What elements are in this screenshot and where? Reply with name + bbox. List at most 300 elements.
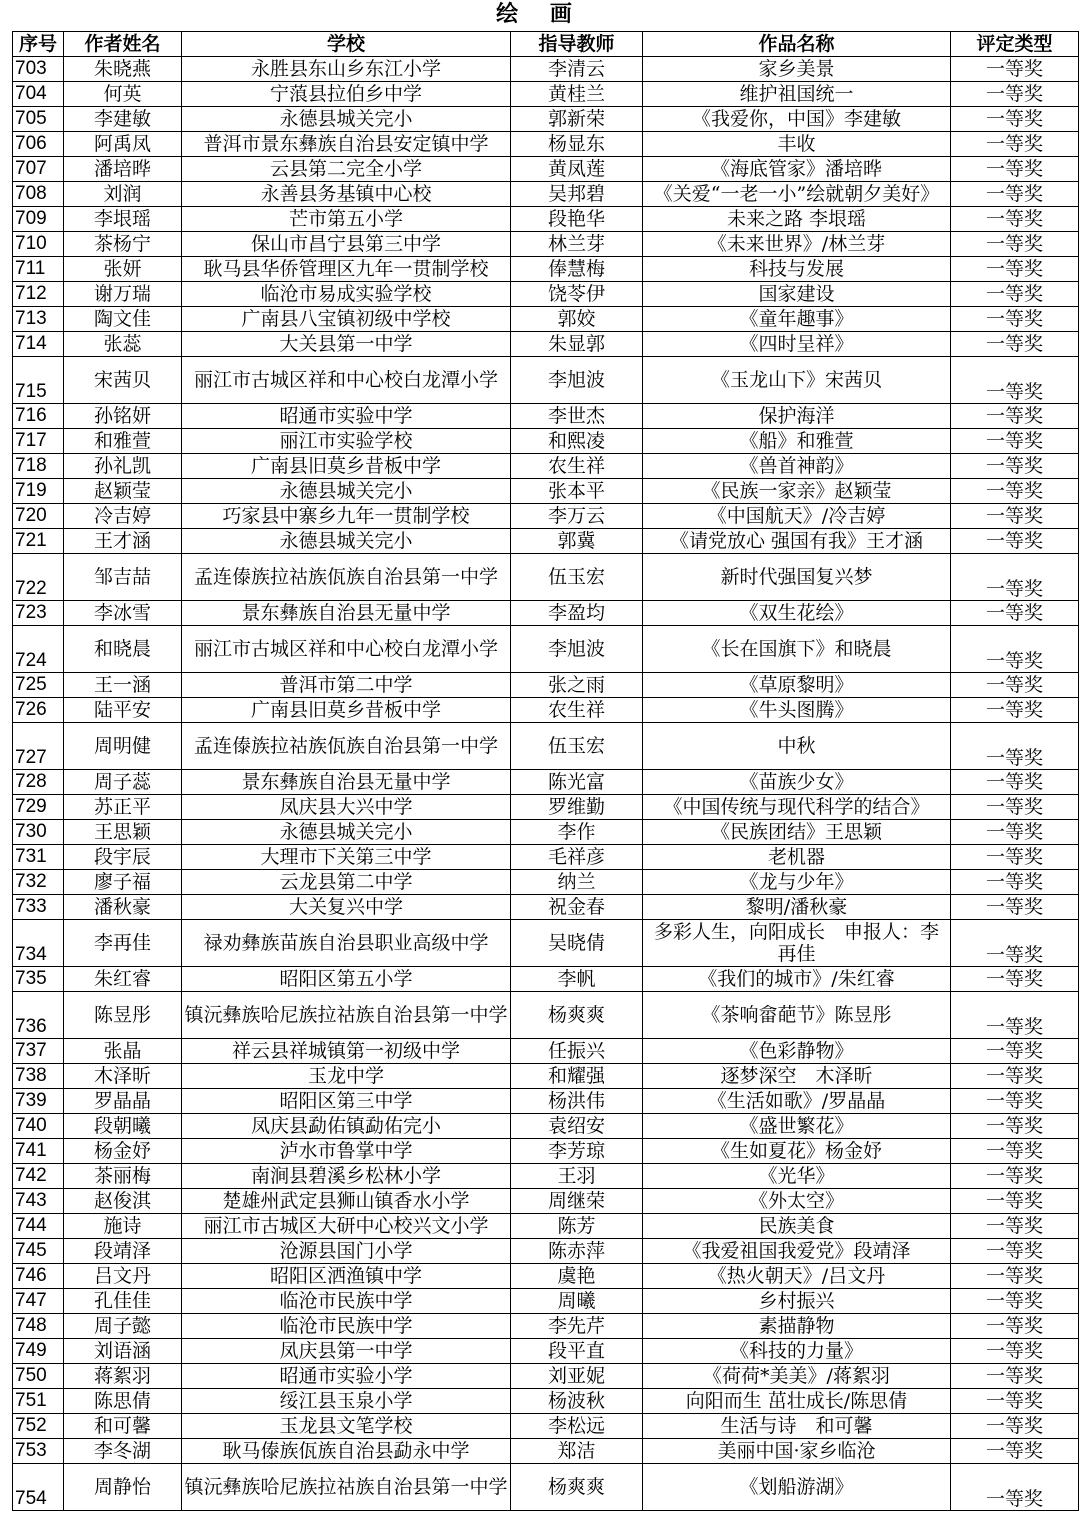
header-teacher: 指导教师 (511, 32, 643, 57)
table-header-row (13, 32, 1079, 57)
teacher-name: 袁绍安 (511, 1114, 643, 1139)
author-name: 王才涵 (64, 529, 182, 554)
work-title: 丰收 (643, 132, 951, 157)
work-title: 《我爱你，中国》李建敏 (643, 107, 951, 132)
school-name: 丽江市古城区祥和中心校白龙潭小学 (182, 626, 511, 673)
row-number: 731 (13, 845, 64, 870)
row-number: 750 (13, 1364, 64, 1389)
award-type: 一等奖 (951, 404, 1079, 429)
row-number: 736 (13, 992, 64, 1039)
teacher-name: 张本平 (511, 479, 643, 504)
row-number: 719 (13, 479, 64, 504)
row-number: 740 (13, 1114, 64, 1139)
school-name: 广南县旧莫乡昔板中学 (182, 698, 511, 723)
teacher-name: 李万云 (511, 504, 643, 529)
teacher-name: 李盈均 (511, 601, 643, 626)
award-type: 一等奖 (951, 1289, 1079, 1314)
work-title: 保护海洋 (643, 404, 951, 429)
teacher-name: 伍玉宏 (511, 723, 643, 770)
author-name: 和可馨 (64, 1414, 182, 1439)
row-number: 753 (13, 1439, 64, 1464)
award-type: 一等奖 (951, 554, 1079, 601)
author-name: 施诗 (64, 1214, 182, 1239)
work-title: 新时代强国复兴梦 (643, 554, 951, 601)
table-row (13, 207, 1079, 232)
author-name: 张蕊 (64, 332, 182, 357)
work-title: 《海底管家》潘培晔 (643, 157, 951, 182)
row-number: 734 (13, 920, 64, 967)
school-name: 昭通市实验中学 (182, 404, 511, 429)
award-type: 一等奖 (951, 132, 1079, 157)
table-row (13, 820, 1079, 845)
author-name: 李垠瑶 (64, 207, 182, 232)
teacher-name: 王羽 (511, 1164, 643, 1189)
award-type: 一等奖 (951, 1089, 1079, 1114)
row-number: 751 (13, 1389, 64, 1414)
table-row (13, 1414, 1079, 1439)
school-name: 玉龙县文笔学校 (182, 1414, 511, 1439)
award-type: 一等奖 (951, 1064, 1079, 1089)
award-type: 一等奖 (951, 1239, 1079, 1264)
school-name: 广南县八宝镇初级中学校 (182, 307, 511, 332)
table-row (13, 1039, 1079, 1064)
award-type: 一等奖 (951, 1264, 1079, 1289)
teacher-name: 李松远 (511, 1414, 643, 1439)
school-name: 楚雄州武定县狮山镇香水小学 (182, 1189, 511, 1214)
table-row (13, 429, 1079, 454)
row-number: 707 (13, 157, 64, 182)
award-type: 一等奖 (951, 1414, 1079, 1439)
row-number: 752 (13, 1414, 64, 1439)
teacher-name: 李先芹 (511, 1314, 643, 1339)
award-type: 一等奖 (951, 257, 1079, 282)
teacher-name: 俸慧梅 (511, 257, 643, 282)
award-type: 一等奖 (951, 82, 1079, 107)
row-number: 717 (13, 429, 64, 454)
table-row (13, 1139, 1079, 1164)
row-number: 741 (13, 1139, 64, 1164)
author-name: 段靖泽 (64, 1239, 182, 1264)
author-name: 陈昱彤 (64, 992, 182, 1039)
teacher-name: 毛祥彦 (511, 845, 643, 870)
table-row (13, 332, 1079, 357)
row-number: 722 (13, 554, 64, 601)
teacher-name: 陈赤萍 (511, 1239, 643, 1264)
row-number: 703 (13, 57, 64, 82)
award-type: 一等奖 (951, 307, 1079, 332)
table-row (13, 232, 1079, 257)
work-title: 向阳而生 茁壮成长/陈思倩 (643, 1389, 951, 1414)
teacher-name: 黄凤莲 (511, 157, 643, 182)
school-name: 宁蒗县拉伯乡中学 (182, 82, 511, 107)
teacher-name: 李芳琼 (511, 1139, 643, 1164)
table-row (13, 157, 1079, 182)
school-name: 昭通市实验小学 (182, 1364, 511, 1389)
work-title: 科技与发展 (643, 257, 951, 282)
work-title: 《龙与少年》 (643, 870, 951, 895)
author-name: 段朝曦 (64, 1114, 182, 1139)
school-name: 昭阳区洒渔镇中学 (182, 1264, 511, 1289)
award-type: 一等奖 (951, 332, 1079, 357)
work-title: 《热火朝天》/吕文丹 (643, 1264, 951, 1289)
school-name: 景东彝族自治县无量中学 (182, 770, 511, 795)
work-title: 《牛头图腾》 (643, 698, 951, 723)
teacher-name: 黄桂兰 (511, 82, 643, 107)
row-number: 706 (13, 132, 64, 157)
award-type: 一等奖 (951, 870, 1079, 895)
teacher-name: 伍玉宏 (511, 554, 643, 601)
teacher-name: 郑洁 (511, 1439, 643, 1464)
work-title: 《双生花绘》 (643, 601, 951, 626)
teacher-name: 段平直 (511, 1339, 643, 1364)
table-body (13, 57, 1079, 1511)
school-name: 云龙县第二中学 (182, 870, 511, 895)
author-name: 周明健 (64, 723, 182, 770)
teacher-name: 李帆 (511, 967, 643, 992)
author-name: 周静怡 (64, 1464, 182, 1511)
school-name: 孟连傣族拉祜族佤族自治县第一中学 (182, 723, 511, 770)
work-title: 民族美食 (643, 1214, 951, 1239)
work-title: 《荷荷*美美》/蒋絮羽 (643, 1364, 951, 1389)
school-name: 凤庆县第一中学 (182, 1339, 511, 1364)
award-type: 一等奖 (951, 357, 1079, 404)
row-number: 711 (13, 257, 64, 282)
school-name: 永德县城关完小 (182, 529, 511, 554)
award-type: 一等奖 (951, 182, 1079, 207)
author-name: 木泽昕 (64, 1064, 182, 1089)
teacher-name: 和耀强 (511, 1064, 643, 1089)
row-number: 715 (13, 357, 64, 404)
work-title: 《生活如歌》/罗晶晶 (643, 1089, 951, 1114)
work-title: 《民族团结》王思颖 (643, 820, 951, 845)
row-number: 739 (13, 1089, 64, 1114)
table-row (13, 601, 1079, 626)
work-title: 《外太空》 (643, 1189, 951, 1214)
row-number: 748 (13, 1314, 64, 1339)
school-name: 临沧市民族中学 (182, 1289, 511, 1314)
table-row (13, 454, 1079, 479)
author-name: 谢万瑞 (64, 282, 182, 307)
author-name: 朱红睿 (64, 967, 182, 992)
school-name: 永胜县东山乡东江小学 (182, 57, 511, 82)
teacher-name: 李世杰 (511, 404, 643, 429)
award-type: 一等奖 (951, 698, 1079, 723)
award-type: 一等奖 (951, 429, 1079, 454)
teacher-name: 陈光富 (511, 770, 643, 795)
author-name: 周子懿 (64, 1314, 182, 1339)
table-row (13, 1239, 1079, 1264)
work-title: 《船》和雅萱 (643, 429, 951, 454)
table-row (13, 626, 1079, 673)
award-type: 一等奖 (951, 1114, 1079, 1139)
school-name: 凤庆县勐佑镇勐佑完小 (182, 1114, 511, 1139)
work-title: 《未来世界》/林兰芽 (643, 232, 951, 257)
row-number: 709 (13, 207, 64, 232)
author-name: 王一涵 (64, 673, 182, 698)
school-name: 南涧县碧溪乡松林小学 (182, 1164, 511, 1189)
work-title: 乡村振兴 (643, 1289, 951, 1314)
award-type: 一等奖 (951, 920, 1079, 967)
school-name: 云县第二完全小学 (182, 157, 511, 182)
table-row (13, 1314, 1079, 1339)
row-number: 747 (13, 1289, 64, 1314)
table-row (13, 723, 1079, 770)
author-name: 李再佳 (64, 920, 182, 967)
teacher-name: 任振兴 (511, 1039, 643, 1064)
teacher-name: 郭新荣 (511, 107, 643, 132)
teacher-name: 虞艳 (511, 1264, 643, 1289)
row-number: 712 (13, 282, 64, 307)
award-type: 一等奖 (951, 282, 1079, 307)
author-name: 周子蕊 (64, 770, 182, 795)
author-name: 潘培晔 (64, 157, 182, 182)
teacher-name: 纳兰 (511, 870, 643, 895)
author-name: 王思颖 (64, 820, 182, 845)
table-row (13, 1089, 1079, 1114)
school-name: 大关县第一中学 (182, 332, 511, 357)
table-row (13, 1464, 1079, 1511)
author-name: 赵俊淇 (64, 1189, 182, 1214)
school-name: 丽江市古城区大研中心校兴文小学 (182, 1214, 511, 1239)
table-row (13, 529, 1079, 554)
work-title: 维护祖国统一 (643, 82, 951, 107)
school-name: 耿马傣族佤族自治县勐永中学 (182, 1439, 511, 1464)
teacher-name: 陈芳 (511, 1214, 643, 1239)
work-title: 《草原黎明》 (643, 673, 951, 698)
award-type: 一等奖 (951, 895, 1079, 920)
school-name: 永德县城关完小 (182, 479, 511, 504)
award-type: 一等奖 (951, 504, 1079, 529)
author-name: 赵颖莹 (64, 479, 182, 504)
awards-table (12, 31, 1079, 1511)
row-number: 732 (13, 870, 64, 895)
teacher-name: 和熙凌 (511, 429, 643, 454)
row-number: 723 (13, 601, 64, 626)
table-row (13, 479, 1079, 504)
teacher-name: 农生祥 (511, 698, 643, 723)
work-title: 《茶响畲葩节》陈昱彤 (643, 992, 951, 1039)
school-name: 保山市昌宁县第三中学 (182, 232, 511, 257)
row-number: 754 (13, 1464, 64, 1511)
author-name: 阿禹凤 (64, 132, 182, 157)
award-type: 一等奖 (951, 723, 1079, 770)
work-title: 《中国航天》/冷吉婷 (643, 504, 951, 529)
work-title: 逐梦深空 木泽昕 (643, 1064, 951, 1089)
table-row (13, 1214, 1079, 1239)
school-name: 绥江县玉泉小学 (182, 1389, 511, 1414)
work-title: 《玉龙山下》宋茜贝 (643, 357, 951, 404)
school-name: 镇沅彝族哈尼族拉祜族自治县第一中学 (182, 1464, 511, 1511)
table-row (13, 132, 1079, 157)
school-name: 孟连傣族拉祜族佤族自治县第一中学 (182, 554, 511, 601)
row-number: 721 (13, 529, 64, 554)
row-number: 749 (13, 1339, 64, 1364)
table-row (13, 698, 1079, 723)
table-row (13, 920, 1079, 967)
table-row (13, 673, 1079, 698)
teacher-name: 周曦 (511, 1289, 643, 1314)
header-work-title: 作品名称 (643, 32, 951, 57)
work-title: 《四时呈祥》 (643, 332, 951, 357)
teacher-name: 林兰芽 (511, 232, 643, 257)
work-title: 《关爱“一老一小”绘就朝夕美好》 (643, 182, 951, 207)
work-title: 《生如夏花》杨金妤 (643, 1139, 951, 1164)
row-number: 710 (13, 232, 64, 257)
table-row (13, 1064, 1079, 1089)
award-type: 一等奖 (951, 1314, 1079, 1339)
header-number: 序号 (13, 32, 64, 57)
row-number: 720 (13, 504, 64, 529)
school-name: 镇沅彝族哈尼族拉祜族自治县第一中学 (182, 992, 511, 1039)
school-name: 昭阳区第五小学 (182, 967, 511, 992)
teacher-name: 郭冀 (511, 529, 643, 554)
table-row (13, 554, 1079, 601)
school-name: 禄劝彝族苗族自治县职业高级中学 (182, 920, 511, 967)
author-name: 罗晶晶 (64, 1089, 182, 1114)
author-name: 邹吉喆 (64, 554, 182, 601)
author-name: 刘润 (64, 182, 182, 207)
row-number: 726 (13, 698, 64, 723)
school-name: 大关复兴中学 (182, 895, 511, 920)
row-number: 714 (13, 332, 64, 357)
author-name: 陶文佳 (64, 307, 182, 332)
work-title: 中秋 (643, 723, 951, 770)
row-number: 730 (13, 820, 64, 845)
work-title: 黎明/潘秋豪 (643, 895, 951, 920)
work-title: 《色彩静物》 (643, 1039, 951, 1064)
work-title: 未来之路 李垠瑶 (643, 207, 951, 232)
award-type: 一等奖 (951, 57, 1079, 82)
table-row (13, 895, 1079, 920)
table-row (13, 1339, 1079, 1364)
work-title: 《我们的城市》/朱红睿 (643, 967, 951, 992)
award-type: 一等奖 (951, 1139, 1079, 1164)
work-title: 《苗族少女》 (643, 770, 951, 795)
author-name: 李冰雪 (64, 601, 182, 626)
author-name: 和晓晨 (64, 626, 182, 673)
author-name: 孙礼凯 (64, 454, 182, 479)
author-name: 和雅萱 (64, 429, 182, 454)
work-title: 《盛世繁花》 (643, 1114, 951, 1139)
teacher-name: 周继荣 (511, 1189, 643, 1214)
school-name: 景东彝族自治县无量中学 (182, 601, 511, 626)
author-name: 朱晓燕 (64, 57, 182, 82)
award-type: 一等奖 (951, 1364, 1079, 1389)
header-school: 学校 (182, 32, 511, 57)
table-row (13, 404, 1079, 429)
school-name: 祥云县祥城镇第一初级中学 (182, 1039, 511, 1064)
teacher-name: 杨爽爽 (511, 1464, 643, 1511)
work-title: 《兽首神韵》 (643, 454, 951, 479)
row-number: 738 (13, 1064, 64, 1089)
teacher-name: 杨爽爽 (511, 992, 643, 1039)
table-row (13, 770, 1079, 795)
work-title: 《民族一家亲》赵颖莹 (643, 479, 951, 504)
header-author: 作者姓名 (64, 32, 182, 57)
teacher-name: 李清云 (511, 57, 643, 82)
table-row (13, 257, 1079, 282)
school-name: 普洱市第二中学 (182, 673, 511, 698)
school-name: 芒市第五小学 (182, 207, 511, 232)
school-name: 昭阳区第三中学 (182, 1089, 511, 1114)
school-name: 永德县城关完小 (182, 820, 511, 845)
school-name: 巧家县中寨乡九年一贯制学校 (182, 504, 511, 529)
table-row (13, 504, 1079, 529)
award-type: 一等奖 (951, 1214, 1079, 1239)
table-row (13, 1364, 1079, 1389)
school-name: 永善县务基镇中心校 (182, 182, 511, 207)
row-number: 718 (13, 454, 64, 479)
row-number: 743 (13, 1189, 64, 1214)
school-name: 玉龙中学 (182, 1064, 511, 1089)
table-row (13, 1114, 1079, 1139)
work-title: 国家建设 (643, 282, 951, 307)
work-title: 生活与诗 和可馨 (643, 1414, 951, 1439)
award-type: 一等奖 (951, 454, 1079, 479)
table-row (13, 182, 1079, 207)
table-row (13, 282, 1079, 307)
row-number: 737 (13, 1039, 64, 1064)
row-number: 745 (13, 1239, 64, 1264)
work-title: 《童年趣事》 (643, 307, 951, 332)
row-number: 713 (13, 307, 64, 332)
teacher-name: 杨波秋 (511, 1389, 643, 1414)
row-number: 735 (13, 967, 64, 992)
award-type: 一等奖 (951, 529, 1079, 554)
teacher-name: 李旭波 (511, 626, 643, 673)
table-row (13, 870, 1079, 895)
award-type: 一等奖 (951, 845, 1079, 870)
author-name: 李建敏 (64, 107, 182, 132)
author-name: 茶丽梅 (64, 1164, 182, 1189)
school-name: 永德县城关完小 (182, 107, 511, 132)
award-type: 一等奖 (951, 1039, 1079, 1064)
table-row (13, 795, 1079, 820)
work-title: 《划船游湖》 (643, 1464, 951, 1511)
table-row (13, 1289, 1079, 1314)
award-type: 一等奖 (951, 157, 1079, 182)
award-type: 一等奖 (951, 232, 1079, 257)
teacher-name: 吴晓倩 (511, 920, 643, 967)
school-name: 丽江市实验学校 (182, 429, 511, 454)
teacher-name: 张之雨 (511, 673, 643, 698)
row-number: 724 (13, 626, 64, 673)
author-name: 茶杨宁 (64, 232, 182, 257)
teacher-name: 罗维勤 (511, 795, 643, 820)
award-type: 一等奖 (951, 1439, 1079, 1464)
teacher-name: 祝金春 (511, 895, 643, 920)
author-name: 杨金妤 (64, 1139, 182, 1164)
author-name: 张妍 (64, 257, 182, 282)
award-type: 一等奖 (951, 770, 1079, 795)
author-name: 宋茜贝 (64, 357, 182, 404)
teacher-name: 农生祥 (511, 454, 643, 479)
award-type: 一等奖 (951, 207, 1079, 232)
work-title: 《长在国旗下》和晓晨 (643, 626, 951, 673)
table-row (13, 992, 1079, 1039)
award-type: 一等奖 (951, 626, 1079, 673)
author-name: 刘语涵 (64, 1339, 182, 1364)
school-name: 临沧市易成实验学校 (182, 282, 511, 307)
author-name: 潘秋豪 (64, 895, 182, 920)
author-name: 吕文丹 (64, 1264, 182, 1289)
author-name: 蒋絮羽 (64, 1364, 182, 1389)
header-award-type: 评定类型 (951, 32, 1079, 57)
row-number: 727 (13, 723, 64, 770)
teacher-name: 杨显东 (511, 132, 643, 157)
award-type: 一等奖 (951, 820, 1079, 845)
award-type: 一等奖 (951, 673, 1079, 698)
